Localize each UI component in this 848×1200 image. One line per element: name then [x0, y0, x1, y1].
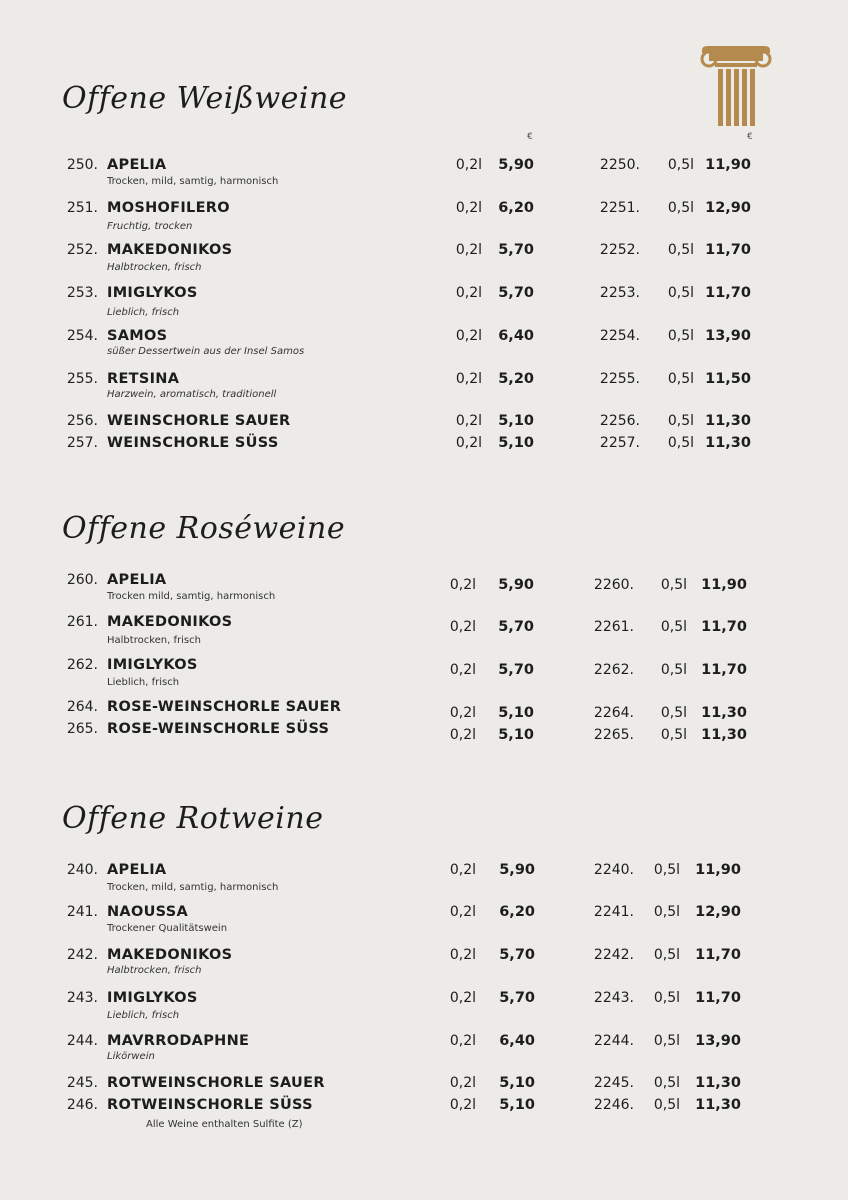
item-price-small: 5,70	[499, 947, 535, 963]
item-volume-small: 0,2l	[449, 662, 476, 678]
item-price-large: 11,30	[701, 705, 747, 721]
currency-label-large: €	[747, 132, 753, 142]
item-volume-small: 0,2l	[455, 413, 482, 429]
item-price-small: 6,20	[499, 904, 535, 920]
item-number: 255.	[66, 371, 98, 387]
item-number-large: 2264.	[593, 705, 634, 721]
item-price-small: 5,70	[498, 242, 534, 258]
item-price-small: 5,10	[498, 727, 534, 743]
item-name: MAKEDONIKOS	[107, 614, 233, 630]
item-description: Trocken, mild, samtig, harmonisch	[107, 176, 279, 187]
item-volume-small: 0,2l	[455, 157, 482, 173]
item-price-small: 5,10	[498, 413, 534, 429]
item-price-large: 11,70	[695, 990, 741, 1006]
item-volume-small: 0,2l	[449, 577, 476, 593]
menu-item	[0, 720, 848, 743]
item-number: 262.	[66, 657, 98, 673]
item-number: 256.	[66, 413, 98, 429]
menu-item	[0, 989, 848, 1009]
item-number: 253.	[66, 285, 98, 301]
item-name: MOSHOFILERO	[107, 200, 230, 216]
item-price-large: 11,90	[705, 157, 751, 173]
item-number-large: 2253.	[599, 285, 640, 301]
item-volume-small: 0,2l	[449, 904, 476, 920]
item-description: Trocken mild, samtig, harmonisch	[107, 591, 276, 602]
item-price-small: 5,70	[499, 990, 535, 1006]
item-price-large: 11,70	[695, 947, 741, 963]
menu-item	[0, 241, 848, 261]
item-price-large: 13,90	[695, 1033, 741, 1049]
item-number: 241.	[66, 904, 98, 920]
item-price-large: 12,90	[695, 904, 741, 920]
item-number: 261.	[66, 614, 98, 630]
item-price-large: 11,30	[695, 1097, 741, 1113]
item-number: 243.	[66, 990, 98, 1006]
item-price-small: 5,10	[499, 1075, 535, 1091]
item-number-large: 2255.	[599, 371, 640, 387]
item-description: Lieblich, frisch	[107, 677, 180, 688]
item-name: WEINSCHORLE SAUER	[107, 413, 291, 429]
item-description: Likörwein	[107, 1051, 155, 1062]
item-price-small: 6,40	[499, 1033, 535, 1049]
item-price-small: 5,70	[498, 619, 534, 635]
item-name: NAOUSSA	[107, 904, 189, 920]
item-price-small: 6,20	[498, 200, 534, 216]
menu-item	[0, 613, 848, 633]
section-title-roseweine: Offene Roséweine	[62, 511, 346, 546]
menu-item	[0, 156, 848, 176]
item-volume-large: 0,5l	[653, 1097, 680, 1113]
item-description: Halbtrocken, frisch	[107, 965, 202, 976]
item-name: ROTWEINSCHORLE SAUER	[107, 1075, 325, 1091]
item-volume-large: 0,5l	[667, 413, 694, 429]
item-price-small: 6,40	[498, 328, 534, 344]
item-description: Fruchtig, trocken	[107, 221, 193, 232]
item-volume-small: 0,2l	[449, 1097, 476, 1113]
item-volume-small: 0,2l	[449, 990, 476, 1006]
item-price-large: 11,30	[701, 727, 747, 743]
item-number-large: 2257.	[599, 435, 640, 451]
item-name: APELIA	[107, 157, 167, 173]
item-number-large: 2262.	[593, 662, 634, 678]
item-volume-large: 0,5l	[653, 862, 680, 878]
item-price-large: 13,90	[705, 328, 751, 344]
item-name: SAMOS	[107, 328, 168, 344]
item-price-small: 5,90	[498, 577, 534, 593]
menu-item	[0, 327, 848, 347]
item-number: 240.	[66, 862, 98, 878]
item-description: süßer Dessertwein aus der Insel Samos	[107, 346, 305, 357]
item-name: ROTWEINSCHORLE SÜSS	[107, 1097, 313, 1113]
item-description: Lieblich, frisch	[107, 307, 180, 318]
item-price-large: 11,30	[705, 435, 751, 451]
item-volume-small: 0,2l	[449, 727, 476, 743]
item-volume-large: 0,5l	[660, 662, 687, 678]
item-number-large: 2246.	[593, 1097, 634, 1113]
item-volume-small: 0,2l	[455, 328, 482, 344]
item-volume-large: 0,5l	[660, 619, 687, 635]
item-name: ROSE-WEINSCHORLE SAUER	[107, 699, 342, 715]
item-price-large: 11,70	[701, 619, 747, 635]
item-volume-large: 0,5l	[653, 947, 680, 963]
menu-item	[0, 698, 848, 721]
item-price-small: 5,70	[498, 285, 534, 301]
item-name: WEINSCHORLE SÜSS	[107, 435, 279, 451]
item-price-small: 5,90	[498, 157, 534, 173]
item-description: Harzwein, aromatisch, traditionell	[107, 389, 277, 400]
item-number-large: 2261.	[593, 619, 634, 635]
item-number: 264.	[66, 699, 98, 715]
item-number-large: 2265.	[593, 727, 634, 743]
item-volume-small: 0,2l	[449, 1033, 476, 1049]
item-volume-large: 0,5l	[660, 705, 687, 721]
item-volume-large: 0,5l	[667, 371, 694, 387]
item-volume-large: 0,5l	[667, 242, 694, 258]
item-number: 246.	[66, 1097, 98, 1113]
item-name: APELIA	[107, 572, 167, 588]
menu-item	[0, 434, 848, 454]
item-volume-large: 0,5l	[667, 157, 694, 173]
item-number-large: 2250.	[599, 157, 640, 173]
item-description: Trockener Qualitätswein	[107, 923, 228, 934]
item-volume-small: 0,2l	[455, 200, 482, 216]
item-number: 251.	[66, 200, 98, 216]
menu-item	[0, 946, 848, 966]
item-number: 250.	[66, 157, 98, 173]
item-volume-large: 0,5l	[653, 990, 680, 1006]
menu-item	[0, 412, 848, 432]
item-price-large: 11,70	[705, 242, 751, 258]
item-number-large: 2242.	[593, 947, 634, 963]
item-number-large: 2240.	[593, 862, 634, 878]
item-volume-large: 0,5l	[653, 904, 680, 920]
section-title-weissweine: Offene Weißweine	[62, 81, 348, 116]
item-description: Halbtrocken, frisch	[107, 635, 201, 646]
menu-item	[0, 903, 848, 923]
item-price-large: 11,90	[701, 577, 747, 593]
menu-item	[0, 571, 848, 591]
item-number-large: 2244.	[593, 1033, 634, 1049]
item-number: 244.	[66, 1033, 98, 1049]
item-name: IMIGLYKOS	[107, 990, 198, 1006]
section-title-rotweine: Offene Rotweine	[62, 801, 324, 836]
item-description: Halbtrocken, frisch	[107, 262, 202, 273]
item-volume-large: 0,5l	[667, 435, 694, 451]
item-volume-large: 0,5l	[660, 727, 687, 743]
item-name: APELIA	[107, 862, 167, 878]
item-volume-large: 0,5l	[667, 285, 694, 301]
item-volume-small: 0,2l	[449, 947, 476, 963]
item-name: MAKEDONIKOS	[107, 242, 233, 258]
item-volume-small: 0,2l	[449, 619, 476, 635]
item-volume-large: 0,5l	[667, 200, 694, 216]
item-volume-large: 0,5l	[660, 577, 687, 593]
item-number-large: 2252.	[599, 242, 640, 258]
item-price-small: 5,10	[498, 435, 534, 451]
item-price-large: 11,30	[705, 413, 751, 429]
item-volume-small: 0,2l	[449, 705, 476, 721]
item-number: 265.	[66, 721, 98, 737]
item-price-large: 11,30	[695, 1075, 741, 1091]
sulfite-footnote: Alle Weine enthalten Sulfite (Z)	[146, 1119, 303, 1130]
item-volume-large: 0,5l	[653, 1075, 680, 1091]
item-number: 257.	[66, 435, 98, 451]
item-name: MAKEDONIKOS	[107, 947, 233, 963]
item-price-large: 11,70	[705, 285, 751, 301]
item-volume-small: 0,2l	[455, 285, 482, 301]
item-number-large: 2254.	[599, 328, 640, 344]
item-number-large: 2241.	[593, 904, 634, 920]
item-price-large: 11,50	[705, 371, 751, 387]
item-price-small: 5,10	[498, 705, 534, 721]
item-price-large: 12,90	[705, 200, 751, 216]
menu-item	[0, 370, 848, 390]
item-price-small: 5,70	[498, 662, 534, 678]
currency-label-small: €	[527, 132, 533, 142]
item-volume-small: 0,2l	[449, 1075, 476, 1091]
menu-item	[0, 199, 848, 219]
item-number: 254.	[66, 328, 98, 344]
item-name: IMIGLYKOS	[107, 657, 198, 673]
item-number: 242.	[66, 947, 98, 963]
item-number-large: 2245.	[593, 1075, 634, 1091]
item-number-large: 2243.	[593, 990, 634, 1006]
menu-item	[0, 861, 848, 881]
greek-column-icon	[700, 44, 772, 128]
menu-item	[0, 1032, 848, 1052]
item-number-large: 2251.	[599, 200, 640, 216]
item-price-small: 5,90	[499, 862, 535, 878]
item-number: 260.	[66, 572, 98, 588]
item-volume-small: 0,2l	[455, 242, 482, 258]
item-price-small: 5,10	[499, 1097, 535, 1113]
item-description: Trocken, mild, samtig, harmonisch	[107, 882, 279, 893]
item-description: Lieblich, frisch	[107, 1010, 180, 1021]
item-name: IMIGLYKOS	[107, 285, 198, 301]
item-volume-small: 0,2l	[449, 862, 476, 878]
menu-item	[0, 656, 848, 676]
item-name: MAVRRODAPHNE	[107, 1033, 250, 1049]
item-number: 245.	[66, 1075, 98, 1091]
menu-item	[0, 1096, 848, 1116]
menu-item	[0, 1074, 848, 1094]
item-name: ROSE-WEINSCHORLE SÜSS	[107, 721, 330, 737]
item-number: 252.	[66, 242, 98, 258]
item-number-large: 2256.	[599, 413, 640, 429]
item-volume-large: 0,5l	[653, 1033, 680, 1049]
item-price-large: 11,70	[701, 662, 747, 678]
item-price-small: 5,20	[498, 371, 534, 387]
menu-item	[0, 284, 848, 304]
item-price-large: 11,90	[695, 862, 741, 878]
item-volume-small: 0,2l	[455, 371, 482, 387]
item-number-large: 2260.	[593, 577, 634, 593]
item-name: RETSINA	[107, 371, 180, 387]
item-volume-small: 0,2l	[455, 435, 482, 451]
item-volume-large: 0,5l	[667, 328, 694, 344]
